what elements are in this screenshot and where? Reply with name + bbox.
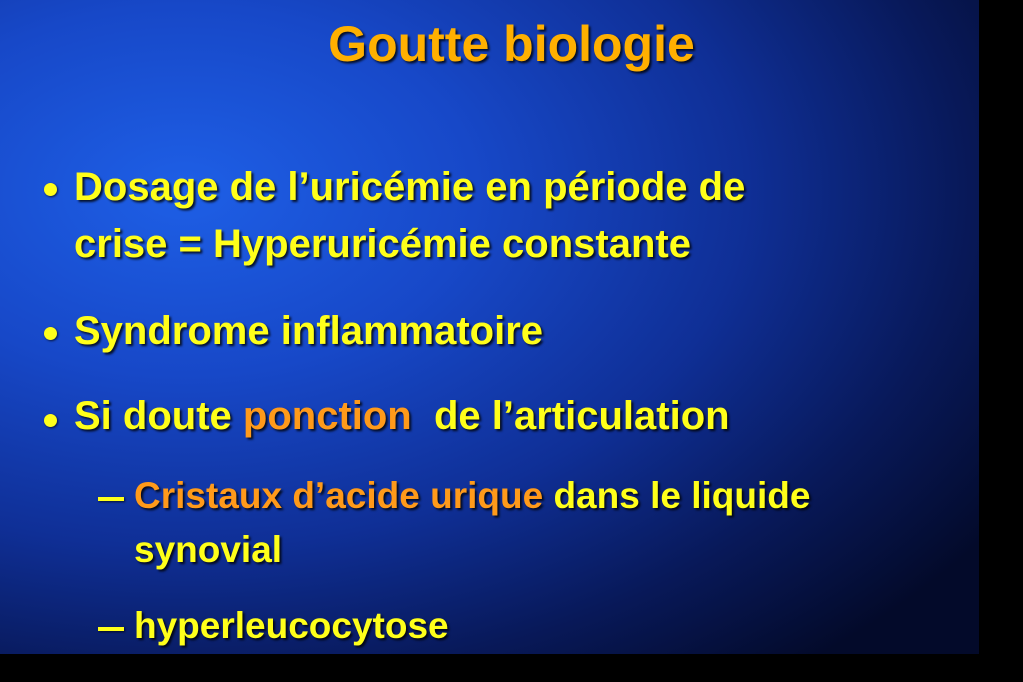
- bullet-dot-icon: [44, 327, 57, 340]
- bullet-3-suffix: de l’articulation: [411, 394, 730, 438]
- dash-icon: [98, 627, 124, 631]
- bullet-3-text: [74, 392, 730, 440]
- bottom-border: [0, 654, 1023, 682]
- slide-title: Goutte biologie: [328, 16, 695, 72]
- subbullet-1-highlight: Cristaux d’acide urique: [134, 475, 544, 516]
- right-border: [979, 0, 1023, 682]
- dash-icon: [98, 497, 124, 501]
- bullet-1-line-2: crise = Hyperuricémie constante: [74, 222, 691, 266]
- bullet-3-prefix: Si doute: [74, 394, 243, 438]
- subbullet-1-line-2: synovial: [134, 529, 283, 570]
- bullet-dot-icon: [44, 414, 57, 427]
- bullet-dot-icon: [44, 183, 57, 196]
- bullet-2-text: Syndrome inflammatoire: [74, 309, 544, 353]
- bullet-1-line-1: Dosage de l’uricémie en période de: [74, 165, 746, 209]
- subbullet-1-suffix: dans le liquide: [543, 475, 811, 516]
- bullet-3-highlight: ponction: [242, 394, 412, 438]
- subbullet-1-line-1: [134, 472, 810, 520]
- subbullet-2-text: hyperleucocytose: [134, 605, 449, 646]
